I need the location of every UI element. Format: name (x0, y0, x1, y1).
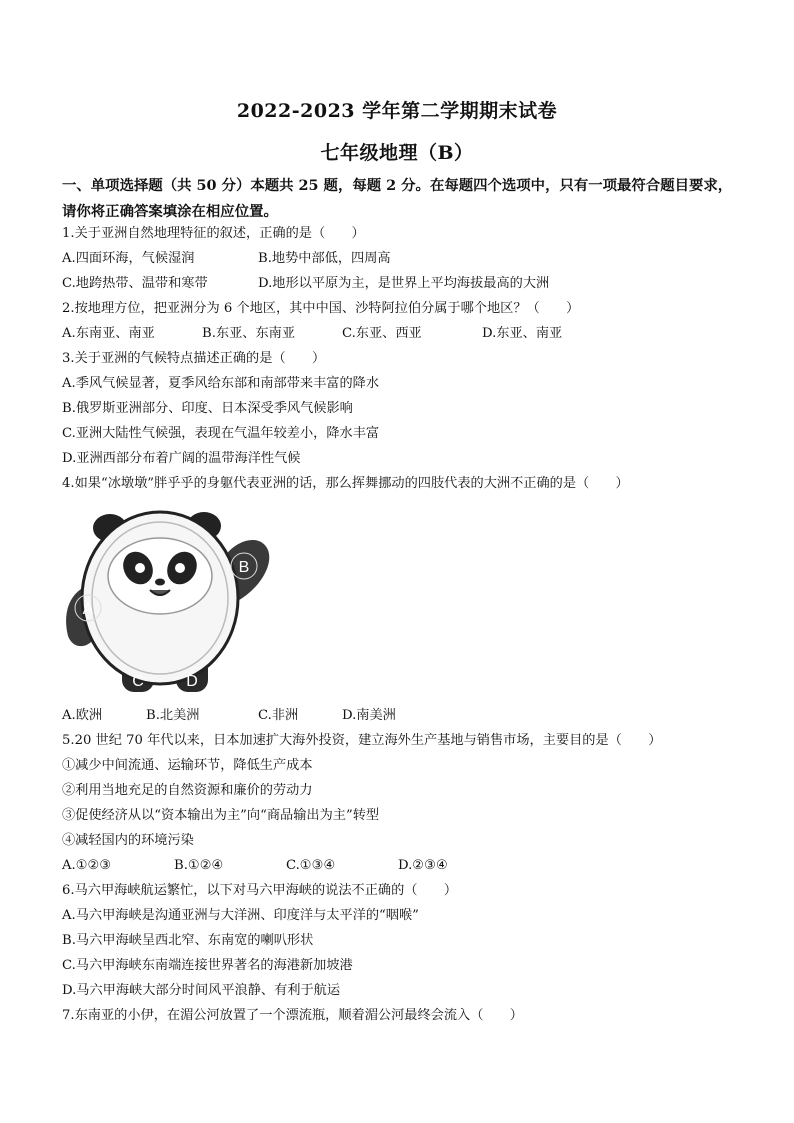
question-3-option-c: C.亚洲大陆性气候强，表现在气温年较差小，降水丰富 (62, 426, 380, 441)
question-2-stem: 2.按地理方位，把亚洲分为 6 个地区，其中中国、沙特阿拉伯分属于哪个地区？（ ） (62, 301, 580, 316)
question-1-option-b: B.地势中部低，四周高 (258, 251, 391, 266)
question-1-option-a: A.四面环海，气候湿润 (62, 251, 195, 266)
question-3-stem: 3.关于亚洲的气候特点描述正确的是（ ） (62, 351, 326, 366)
nose (155, 579, 165, 586)
question-5-item-1: ①减少中间流通、运输环节，降低生产成本 (62, 758, 313, 773)
question-1-stem: 1.关于亚洲自然地理特征的叙述，正确的是（ ） (62, 226, 365, 241)
question-3-option-a: A.季风气候显著，夏季风给东部和南部带来丰富的降水 (62, 376, 380, 391)
label-c: C (132, 673, 144, 690)
exam-title: 2022-2023 学年第二学期期末试卷 (236, 100, 558, 122)
question-6-option-b: B.马六甲海峡呈西北窄、东南宽的喇叭形状 (62, 933, 314, 948)
question-4-option-c: C.非洲 (258, 708, 299, 723)
question-2-option-d: D.东亚、南亚 (482, 326, 563, 341)
exam-subtitle: 七年级地理（B） (320, 142, 474, 164)
question-6-option-c: C.马六甲海峡东南端连接世界著名的海港新加坡港 (62, 958, 353, 973)
right-eye (175, 563, 185, 573)
label-d: D (186, 673, 198, 690)
question-3-option-d: D.亚洲西部分布着广阔的温带海洋性气候 (62, 451, 301, 466)
question-5-option-c: C.①③④ (286, 858, 336, 873)
question-5-stem: 5.20 世纪 70 年代以来，日本加速扩大海外投资，建立海外生产基地与销售市场，主要目的是（ ） (62, 733, 662, 748)
question-5-item-4: ④减轻国内的环境污染 (62, 833, 194, 848)
question-1-option-c: C.地跨热带、温带和寒带 (62, 276, 208, 291)
question-1-option-d: D.地形以平原为主，是世界上平均海拔最高的大洲 (258, 276, 550, 291)
question-7-stem: 7.东南亚的小伊，在湄公河放置了一个漂流瓶，顺着湄公河最终会流入（ ） (62, 1008, 523, 1023)
question-2-option-b: B.东亚、东南亚 (202, 326, 296, 341)
question-5-option-b: B.①②④ (174, 858, 224, 873)
question-5-option-a: A.①②③ (62, 858, 112, 873)
question-5-item-2: ②利用当地充足的自然资源和廉价的劳动力 (62, 783, 313, 798)
question-2-option-a: A.东南亚、南亚 (62, 326, 155, 341)
bing-dwen-dwen-drawing (62, 506, 274, 696)
section-heading: 一、单项选择题（共 50 分）本题共 25 题，每题 2 分。在每题四个选项中，只有一项最符合题目要求，请你将正确答案填涂在相应位置。 (62, 177, 733, 220)
question-6-option-d: D.马六甲海峡大部分时间风平浪静、有利于航运 (62, 983, 341, 998)
question-4-option-a: A.欧洲 (62, 708, 103, 723)
question-4-option-d: D.南美洲 (342, 708, 396, 723)
question-2-option-c: C.东亚、西亚 (342, 326, 422, 341)
question-6-stem: 6.马六甲海峡航运繁忙，以下对马六甲海峡的说法不正确的（ ） (62, 883, 458, 898)
question-5-item-3: ③促使经济从以“资本输出为主”向“商品输出为主”转型 (62, 808, 380, 823)
question-4-option-b: B.北美洲 (146, 708, 200, 723)
bing-dwen-dwen-figure (62, 506, 274, 696)
face (108, 538, 212, 614)
question-5-option-d: D.②③④ (398, 858, 448, 873)
label-b: B (238, 559, 250, 576)
left-eye (135, 563, 145, 573)
question-6-option-a: A.马六甲海峡是沟通亚洲与大洋洲、印度洋与太平洋的“咽喉” (62, 908, 419, 923)
question-4-stem: 4.如果“冰墩墩”胖乎乎的身躯代表亚洲的话，那么挥舞挪动的四肢代表的大洲不正确的是（ ） (62, 476, 629, 491)
question-3-option-b: B.俄罗斯亚洲部分、印度、日本深受季风气候影响 (62, 401, 353, 416)
label-a: A (82, 601, 94, 618)
